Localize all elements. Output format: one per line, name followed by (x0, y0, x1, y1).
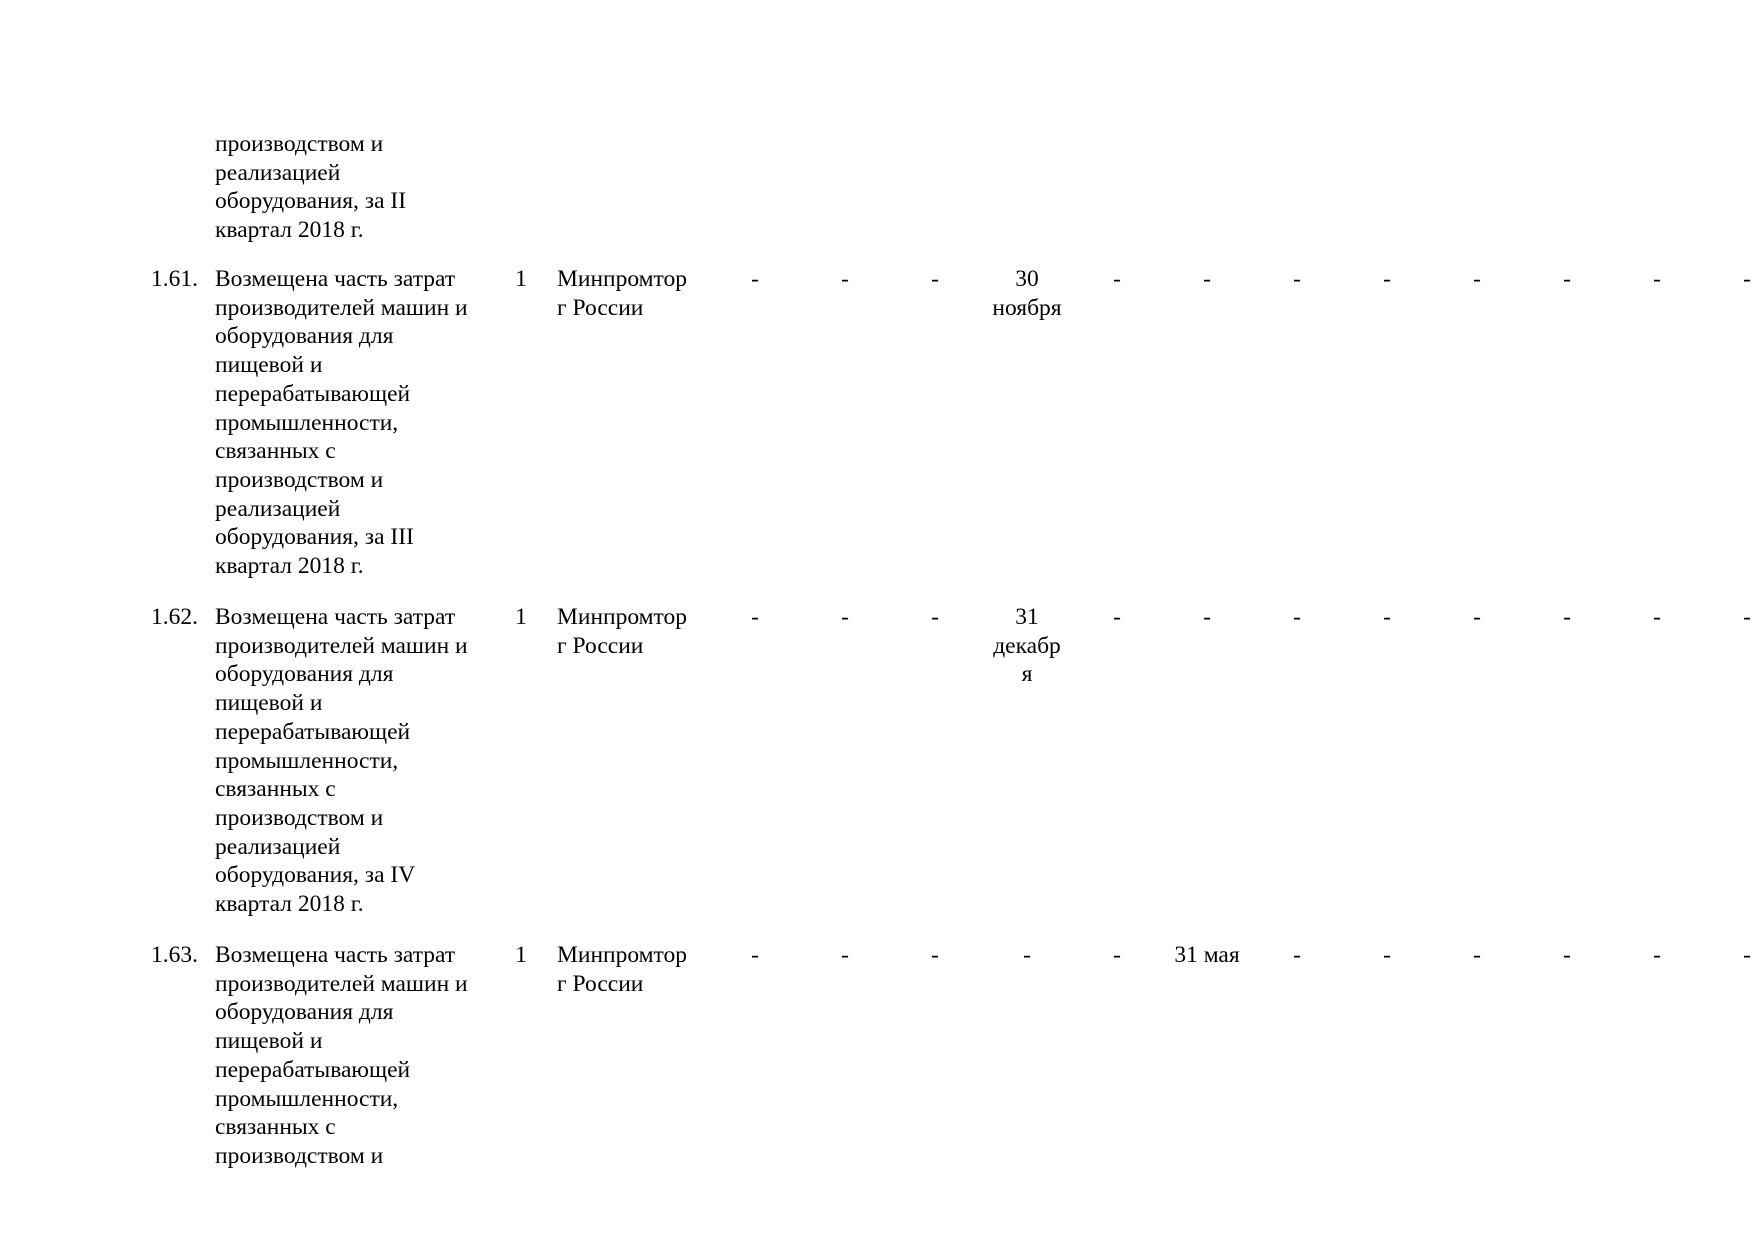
cell-value: - (751, 266, 759, 292)
responsible-line: Минпромтор (557, 942, 688, 968)
description-line: производством и (215, 466, 384, 493)
cell-value: - (1473, 604, 1481, 630)
row-responsible (557, 603, 717, 660)
description-line: промышленности, (215, 1085, 399, 1112)
cell-value: - (1743, 942, 1751, 968)
period-cell-6 (1164, 603, 1250, 632)
cell-value: - (931, 604, 939, 630)
period-cell-2 (802, 941, 888, 970)
description-line: связанных с (215, 776, 336, 803)
cell-value: - (1113, 266, 1121, 292)
description-line: оборудования для (215, 323, 394, 350)
period-cell-11 (1614, 603, 1700, 632)
description-line: квартал 2018 г. (215, 217, 364, 244)
cell-value: - (1203, 266, 1211, 292)
cell-value: - (931, 266, 939, 292)
cell-value: я (1021, 661, 1033, 688)
description-line: перерабатывающей (215, 1056, 411, 1083)
row-quantity: 1 (515, 604, 527, 630)
period-cell-8 (1344, 941, 1430, 970)
row-description (215, 941, 495, 1171)
period-cell-11 (1614, 941, 1700, 970)
description-line: реализацией (215, 833, 341, 860)
cell-value: - (1743, 604, 1751, 630)
description-line: перерабатывающей (215, 380, 411, 407)
cell-value: - (1293, 266, 1301, 292)
period-cell-1 (712, 603, 798, 632)
cell-value: - (1383, 266, 1391, 292)
cell-value: - (841, 266, 849, 292)
period-cell-10 (1524, 265, 1610, 294)
period-cell-9 (1434, 265, 1520, 294)
period-cell-12 (1704, 941, 1754, 970)
description-line: квартал 2018 г. (215, 891, 364, 918)
description-line: Возмещена часть затрат (215, 266, 456, 292)
description-line: пищевой и (215, 690, 323, 717)
cell-value: - (1743, 266, 1751, 292)
period-cell-4 (984, 265, 1070, 322)
cell-value: - (1563, 604, 1571, 630)
description-line: Возмещена часть затрат (215, 942, 456, 968)
cell-value: - (1473, 266, 1481, 292)
cell-value: 31 мая (1174, 942, 1240, 968)
description-line: производителей машин и (215, 632, 468, 659)
period-cell-6 (1164, 265, 1250, 294)
period-cell-8 (1344, 603, 1430, 632)
period-cell-5 (1074, 603, 1160, 632)
description-line: перерабатывающей (215, 718, 411, 745)
cell-value: - (1383, 604, 1391, 630)
responsible-line: г России (557, 970, 644, 997)
period-cell-7 (1254, 265, 1340, 294)
period-cell-4 (984, 941, 1070, 970)
description-line: производством и (215, 1142, 384, 1169)
period-cell-3 (892, 265, 978, 294)
period-cell-2 (802, 603, 888, 632)
cell-value: - (1383, 942, 1391, 968)
cell-value: - (1653, 604, 1661, 630)
cell-value: - (1653, 266, 1661, 292)
period-cell-4 (984, 603, 1070, 689)
row-responsible (557, 941, 717, 998)
cell-value: - (931, 942, 939, 968)
period-cell-5 (1074, 265, 1160, 294)
cell-value: - (841, 604, 849, 630)
period-cell-8 (1344, 265, 1430, 294)
row-number: 1.63. (151, 942, 198, 968)
cell-value: - (841, 942, 849, 968)
responsible-line: Минпромтор (557, 604, 688, 630)
description-line: оборудования, за II (215, 188, 407, 215)
description-line: оборудования для (215, 999, 394, 1026)
cell-value: - (1113, 942, 1121, 968)
description-line: оборудования для (215, 661, 394, 688)
continuation-description (215, 130, 495, 245)
period-cell-1 (712, 941, 798, 970)
period-cell-11 (1614, 265, 1700, 294)
description-line: производителей машин и (215, 970, 468, 997)
description-line: реализацией (215, 495, 341, 522)
period-cell-6 (1164, 941, 1250, 970)
period-cell-5 (1074, 941, 1160, 970)
period-cell-12 (1704, 265, 1754, 294)
description-line: оборудования, за IV (215, 862, 416, 889)
description-line: квартал 2018 г. (215, 553, 364, 580)
description-line: производителей машин и (215, 294, 468, 321)
row-number: 1.61. (151, 266, 198, 292)
cell-value: - (1563, 266, 1571, 292)
period-cell-3 (892, 603, 978, 632)
cell-value: - (751, 942, 759, 968)
description-line: производством и (215, 804, 384, 831)
cell-value: - (1293, 942, 1301, 968)
description-line: Возмещена часть затрат (215, 604, 456, 630)
cell-value: 30 (1015, 266, 1039, 292)
responsible-line: Минпромтор (557, 266, 688, 292)
period-cell-7 (1254, 941, 1340, 970)
description-line: реализацией (215, 159, 341, 186)
period-cell-9 (1434, 941, 1520, 970)
row-quantity: 1 (515, 942, 527, 968)
period-cell-10 (1524, 941, 1610, 970)
period-cell-2 (802, 265, 888, 294)
row-description (215, 603, 495, 919)
description-line: промышленности, (215, 409, 399, 436)
cell-value: - (1113, 604, 1121, 630)
cell-value: - (1293, 604, 1301, 630)
description-line: связанных с (215, 1114, 336, 1141)
cell-value: декабр (993, 632, 1061, 659)
description-line: промышленности, (215, 747, 399, 774)
row-responsible (557, 265, 717, 322)
row-number: 1.62. (151, 604, 198, 630)
period-cell-12 (1704, 603, 1754, 632)
description-line: пищевой и (215, 1028, 323, 1055)
cell-value: - (1203, 604, 1211, 630)
period-cell-10 (1524, 603, 1610, 632)
row-quantity: 1 (515, 266, 527, 292)
responsible-line: г России (557, 294, 644, 321)
cell-value: - (751, 604, 759, 630)
description-line: связанных с (215, 438, 336, 465)
period-cell-3 (892, 941, 978, 970)
description-line: пищевой и (215, 352, 323, 379)
cell-value: - (1473, 942, 1481, 968)
period-cell-1 (712, 265, 798, 294)
description-line: оборудования, за III (215, 524, 414, 551)
cell-value: ноября (992, 294, 1062, 321)
description-line: производством и (215, 131, 384, 157)
cell-value: 31 (1015, 604, 1039, 630)
cell-value: - (1023, 942, 1031, 968)
responsible-line: г России (557, 632, 644, 659)
cell-value: - (1653, 942, 1661, 968)
period-cell-7 (1254, 603, 1340, 632)
row-description (215, 265, 495, 581)
period-cell-9 (1434, 603, 1520, 632)
cell-value: - (1563, 942, 1571, 968)
